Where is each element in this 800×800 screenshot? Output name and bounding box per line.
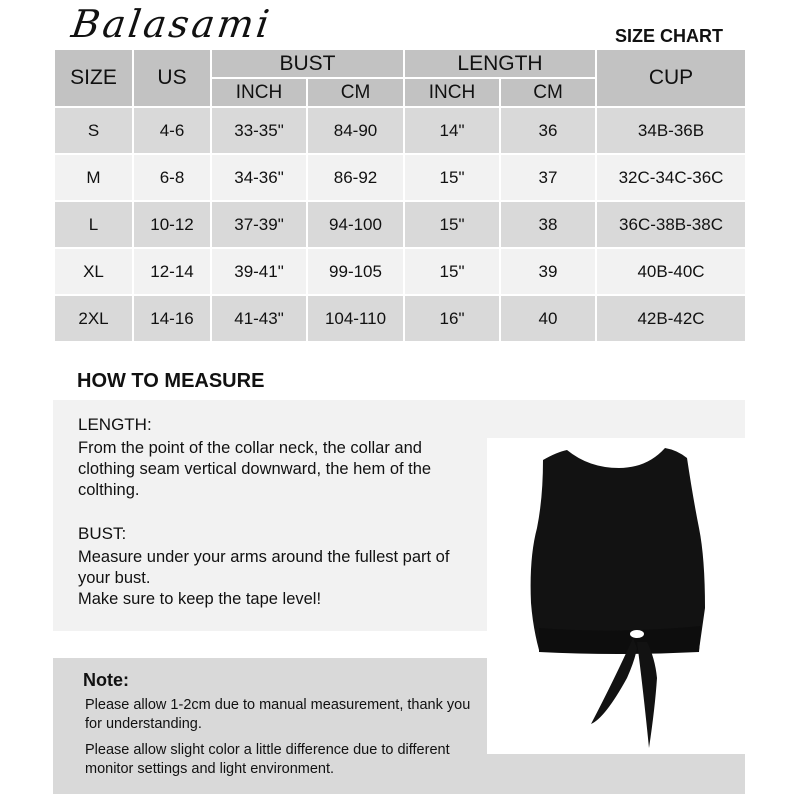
header-bust-inch: INCH bbox=[211, 78, 307, 107]
table-row bbox=[54, 154, 746, 201]
cell-bust-cm: 104-110 bbox=[307, 295, 404, 342]
cell-length-cm: 40 bbox=[500, 295, 596, 342]
bust-instructions: Measure under your arms around the fullest part of your bust. bbox=[78, 548, 450, 587]
cell-length-cm: 38 bbox=[500, 201, 596, 248]
note-title: Note: bbox=[83, 670, 129, 690]
cell-us: 10-12 bbox=[133, 201, 211, 248]
table-row bbox=[54, 107, 746, 154]
header-length-inch: INCH bbox=[404, 78, 500, 107]
table-row bbox=[54, 248, 746, 295]
cell-size: M bbox=[54, 154, 133, 201]
how-to-measure-title: HOW TO MEASURE bbox=[77, 370, 265, 392]
note-color: Please allow slight color a little difference due to different monitor settings and light environment. bbox=[85, 742, 450, 777]
size-table bbox=[53, 48, 747, 343]
header-size: SIZE bbox=[54, 49, 133, 107]
cell-us: 12-14 bbox=[133, 248, 211, 295]
cell-bust-inch: 34-36" bbox=[211, 154, 307, 201]
crop-top-illustration bbox=[487, 438, 745, 754]
length-instructions: From the point of the collar neck, the collar and clothing seam vertical downward, the hem of the colthing. bbox=[78, 439, 432, 499]
cell-length-inch: 15" bbox=[404, 201, 500, 248]
panel-decor-strip bbox=[487, 400, 745, 438]
cell-length-cm: 37 bbox=[500, 154, 596, 201]
cell-cup: 34B-36B bbox=[596, 107, 746, 154]
cell-cup: 36C-38B-38C bbox=[596, 201, 746, 248]
cell-cup: 40B-40C bbox=[596, 248, 746, 295]
size-chart-title: SIZE CHART bbox=[615, 26, 723, 46]
brand-logo: Balasami bbox=[68, 2, 275, 46]
cell-us: 4-6 bbox=[133, 107, 211, 154]
note-measurement: Please allow 1-2cm due to manual measurement, thank you for understanding. bbox=[85, 697, 471, 732]
table-row bbox=[54, 295, 746, 342]
cell-size: S bbox=[54, 107, 133, 154]
tape-level-tip: Make sure to keep the tape level! bbox=[78, 590, 322, 608]
cell-cup: 32C-34C-36C bbox=[596, 154, 746, 201]
cell-length-inch: 15" bbox=[404, 154, 500, 201]
header-length: LENGTH bbox=[404, 49, 596, 78]
header-length-cm: CM bbox=[500, 78, 596, 107]
cell-bust-cm: 84-90 bbox=[307, 107, 404, 154]
cell-bust-cm: 86-92 bbox=[307, 154, 404, 201]
how-to-measure-panel bbox=[53, 400, 487, 631]
note-decor-strip bbox=[487, 754, 745, 794]
cell-length-inch: 14" bbox=[404, 107, 500, 154]
cell-size: L bbox=[54, 201, 133, 248]
note-panel bbox=[53, 658, 487, 794]
cell-us: 6-8 bbox=[133, 154, 211, 201]
cell-bust-inch: 41-43" bbox=[211, 295, 307, 342]
cell-us: 14-16 bbox=[133, 295, 211, 342]
cell-bust-inch: 33-35" bbox=[211, 107, 307, 154]
cell-length-cm: 39 bbox=[500, 248, 596, 295]
cell-bust-inch: 37-39" bbox=[211, 201, 307, 248]
product-image bbox=[487, 438, 745, 754]
cell-size: 2XL bbox=[54, 295, 133, 342]
cell-bust-inch: 39-41" bbox=[211, 248, 307, 295]
bust-label: BUST: bbox=[78, 524, 127, 543]
cell-bust-cm: 99-105 bbox=[307, 248, 404, 295]
cell-length-cm: 36 bbox=[500, 107, 596, 154]
cell-length-inch: 15" bbox=[404, 248, 500, 295]
header-cup: CUP bbox=[596, 49, 746, 107]
header-us: US bbox=[133, 49, 211, 107]
cell-size: XL bbox=[54, 248, 133, 295]
header-bust: BUST bbox=[211, 49, 404, 78]
cell-bust-cm: 94-100 bbox=[307, 201, 404, 248]
length-label: LENGTH: bbox=[78, 415, 152, 434]
table-row bbox=[54, 201, 746, 248]
cell-length-inch: 16" bbox=[404, 295, 500, 342]
header-bust-cm: CM bbox=[307, 78, 404, 107]
cell-cup: 42B-42C bbox=[596, 295, 746, 342]
